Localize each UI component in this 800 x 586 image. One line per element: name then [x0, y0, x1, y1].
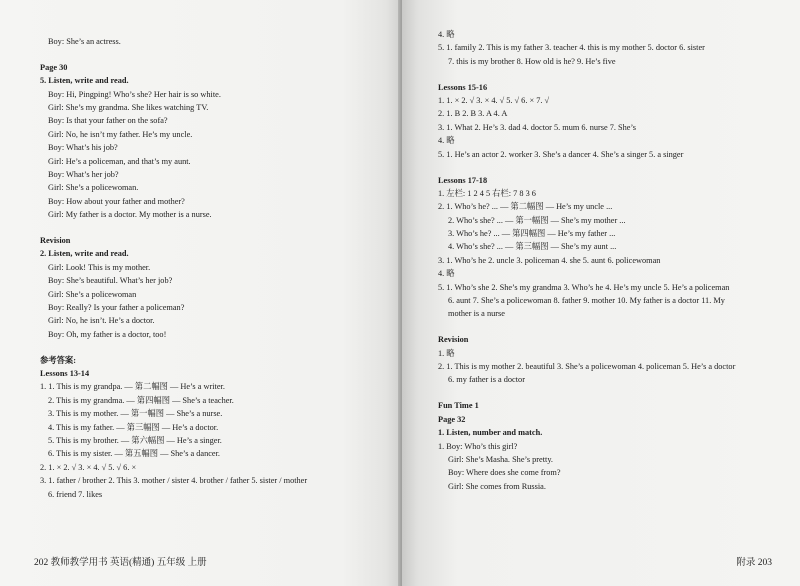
section-heading: Fun Time 1: [438, 401, 479, 411]
text-line: 7. this is my brother 8. How old is he? 9. He’s five: [448, 56, 616, 66]
right-page-content: [438, 28, 735, 493]
left-page-footer: 202 教师教学用书 英语(精通) 五年级 上册: [34, 558, 207, 568]
section-heading: 参考答案:: [40, 355, 76, 365]
text-line: 2. 1. × 2. √ 3. × 4. √ 5. √ 6. ×: [40, 462, 137, 472]
text-line: Girl: My father is a doctor. My mother is a nurse.: [48, 210, 212, 220]
text-line: 4. 略: [438, 269, 455, 279]
text-line: 4. 略: [438, 136, 455, 146]
text-line: 3. 1. father / brother 2. This 3. mother / sister 4. brother / father 5. sister / mother: [40, 476, 308, 486]
text-line: Boy: What’s her job?: [48, 170, 119, 180]
text-line: Boy: Really? Is your father a policeman?: [48, 303, 185, 313]
text-line: Boy: She’s beautiful. What’s her job?: [48, 276, 173, 286]
text-line: 5. This is my brother. — 第六幅图 — He’s a singer.: [48, 436, 222, 446]
section-heading: Page 30: [40, 62, 68, 72]
text-line: 4. Who’s she? ... — 第三幅图 — She’s my aunt ...: [448, 242, 617, 252]
text-line: Boy: She’s an actress.: [48, 37, 121, 46]
section-heading: 1. Listen, number and match.: [438, 428, 543, 438]
text-line: Girl: No, he isn’t my father. He’s my uncle.: [48, 129, 193, 139]
left-page-content: [40, 35, 307, 501]
text-line: Boy: Is that your father on the sofa?: [48, 116, 168, 126]
text-line: 1. 1. This is my grandpa. — 第二幅图 — He’s a writer.: [40, 382, 225, 392]
text-line: 6. friend 7. likes: [48, 489, 103, 499]
text-line: 4. This is my father. — 第三幅图 — He’s a doctor.: [48, 422, 219, 432]
text-line: 6. This is my sister. — 第五幅图 — She’s a dancer.: [48, 449, 220, 459]
text-line: 6. aunt 7. She’s a policewoman 8. father 9. mother 10. My father is a doctor 11. My: [448, 296, 725, 306]
right-page: [402, 0, 800, 586]
text-line: 5. 1. family 2. This is my father 3. teacher 4. this is my mother 5. doctor 6. sister: [438, 43, 705, 53]
text-line: Boy: Oh, my father is a doctor, too!: [48, 329, 167, 339]
text-line: 3. 1. Who’s he 2. uncle 3. policeman 4. she 5. aunt 6. policewoman: [438, 255, 661, 265]
text-line: Boy: How about your father and mother?: [48, 196, 185, 206]
text-line: Girl: No, he isn’t. He’s a doctor.: [48, 316, 155, 326]
text-line: Girl: He’s a policeman, and that’s my aunt.: [48, 156, 191, 166]
section-heading: Lessons 13-14: [40, 369, 90, 379]
section-gap: [40, 222, 307, 235]
text-line: 4. 略: [438, 30, 455, 39]
text-line: 3. Who’s he? ... — 第四幅图 — He’s my father ...: [448, 229, 616, 239]
text-line: 2. 1. B 2. B 3. A 4. A: [438, 109, 508, 119]
section-heading: Lessons 17-18: [438, 175, 488, 185]
text-line: 3. This is my mother. — 第一幅图 — She’s a nurse.: [48, 409, 223, 419]
section-heading: Page 32: [438, 414, 466, 424]
section-gap: [438, 387, 735, 400]
text-line: mother is a nurse: [448, 309, 505, 319]
text-line: 2. This is my grandma. — 第四幅图 — She’s a teacher.: [48, 395, 234, 405]
text-line: Girl: She’s Masha. She’s pretty.: [448, 454, 554, 464]
section-heading: 5. Listen, write and read.: [40, 76, 129, 86]
text-line: 2. 1. This is my mother 2. beautiful 3. She’s a policewoman 4. policeman 5. He’s a doctor: [438, 362, 736, 372]
text-line: 2. Who’s she? ... — 第一幅图 — She’s my mother ...: [448, 215, 626, 225]
right-page-footer: 附录 203: [736, 558, 772, 568]
section-heading: Revision: [40, 236, 71, 246]
section-gap: [438, 68, 735, 81]
text-line: 5. 1. Who’s she 2. She’s my grandma 3. Who’s he 4. He’s my uncle 5. He’s a policeman: [438, 282, 730, 292]
text-line: 1. 略: [438, 348, 455, 358]
text-line: Girl: She’s a policewoman.: [48, 183, 139, 193]
text-line: 1. 1. × 2. √ 3. × 4. √ 5. √ 6. × 7. √: [438, 96, 550, 106]
section-gap: [438, 161, 735, 174]
section-gap: [40, 341, 307, 354]
text-line: 2. 1. Who’s he? ... — 第二幅图 — He’s my uncle ...: [438, 202, 613, 212]
section-gap: [438, 321, 735, 334]
section-heading: Lessons 15-16: [438, 82, 488, 92]
section-heading: Revision: [438, 335, 469, 345]
text-line: Girl: Look! This is my mother.: [48, 262, 151, 272]
text-line: Girl: She comes from Russia.: [448, 481, 546, 491]
text-line: 5. 1. He’s an actor 2. worker 3. She’s a dancer 4. She’s a singer 5. a singer: [438, 149, 684, 159]
text-line: 1. 左栏: 1 2 4 5 右栏: 7 8 3 6: [438, 188, 536, 198]
text-line: 3. 1. What 2. He’s 3. dad 4. doctor 5. mum 6. nurse 7. She’s: [438, 122, 637, 132]
text-line: Girl: She’s my grandma. She likes watching TV.: [48, 103, 209, 113]
text-line: Boy: What’s his job?: [48, 143, 118, 153]
text-line: Girl: She’s a policewoman: [48, 289, 137, 299]
section-gap: [40, 48, 307, 61]
text-line: 6. my father is a doctor: [448, 375, 525, 385]
text-line: Boy: Where does she come from?: [448, 468, 561, 478]
text-line: Boy: Hi, Pingping! Who’s she? Her hair is so white.: [48, 89, 221, 99]
text-line: 1. Boy: Who’s this girl?: [438, 441, 518, 451]
section-heading: 2. Listen, write and read.: [40, 249, 129, 259]
